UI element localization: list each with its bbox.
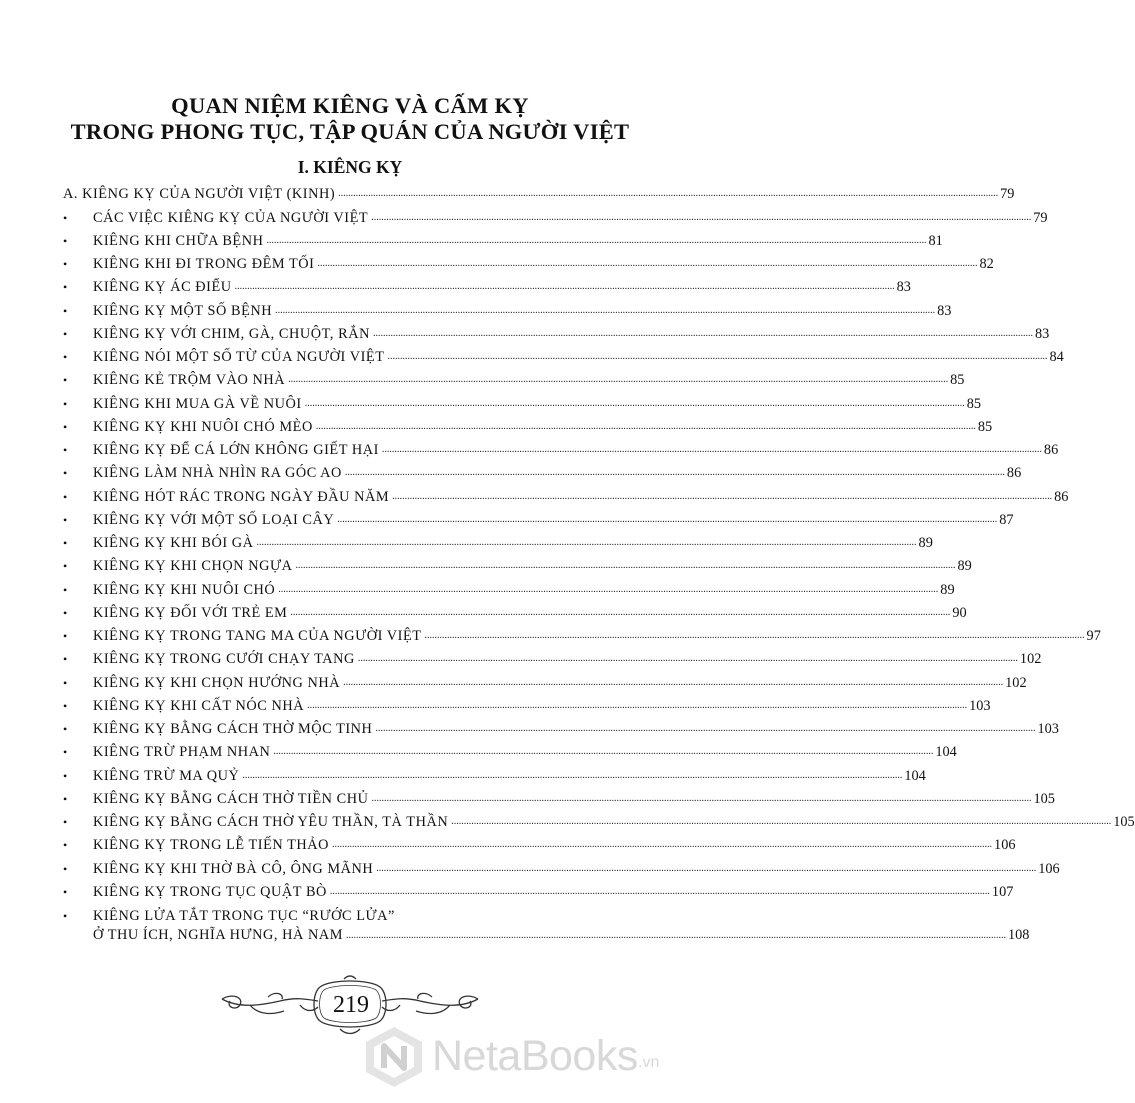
toc-entry-page: 103 xyxy=(969,697,991,714)
dot-leader xyxy=(273,745,933,759)
toc-entry-label: KIÊNG KỴ VỚI MỘT SỐ LOẠI CÂY xyxy=(93,511,335,528)
watermark-brand: NetaBooks xyxy=(432,1032,638,1080)
toc-entry-page: 102 xyxy=(1019,651,1042,668)
toc-entry-page: 85 xyxy=(977,418,993,435)
bullet-icon: • xyxy=(63,838,68,853)
dot-leader xyxy=(307,699,967,713)
toc-entry-label: KIÊNG HÓT RÁC TRONG NGÀY ĐẦU NĂM xyxy=(93,488,390,505)
toc-entry[interactable] xyxy=(63,878,1014,901)
toc-entry-page: 89 xyxy=(957,558,972,575)
toc-entry[interactable] xyxy=(63,552,972,575)
bullet-icon: • xyxy=(63,419,68,434)
toc-entry[interactable] xyxy=(63,622,1101,645)
toc-entry[interactable] xyxy=(63,599,967,622)
bullet-icon: • xyxy=(63,745,68,760)
toc-entry-label: KIÊNG KỴ VỚI CHIM, GÀ, CHUỘT, RẮN xyxy=(93,325,370,342)
dot-leader xyxy=(376,862,1036,876)
toc-entry[interactable] xyxy=(63,296,952,319)
toc-entry-label: KIÊNG KẺ TRỘM VÀO NHÀ xyxy=(93,372,286,389)
toc-entry-label: KIÊNG KỴ TRONG CƯỚI CHẠY TANG xyxy=(93,651,355,668)
toc-entry-page: 86 xyxy=(1043,442,1059,458)
toc-entry-page: 83 xyxy=(1034,325,1050,342)
toc-entry-label: KIÊNG KHI MUA GÀ VỀ NUÔI xyxy=(93,395,302,412)
bullet-icon: • xyxy=(63,815,68,829)
toc-entry[interactable] xyxy=(63,529,933,552)
dot-leader xyxy=(305,397,965,411)
toc-entry-label: KIÊNG KỴ ĐỐI VỚI TRẺ EM xyxy=(93,604,288,621)
dot-leader xyxy=(266,234,926,248)
dot-leader xyxy=(296,559,956,573)
toc-entry-page: 87 xyxy=(999,511,1014,528)
toc-entry[interactable] xyxy=(63,459,1022,482)
dot-leader xyxy=(338,187,998,201)
bullet-icon: • xyxy=(63,908,68,923)
toc-entry[interactable] xyxy=(63,227,943,250)
toc-entry-page: 79 xyxy=(1033,209,1048,226)
toc-entry[interactable] xyxy=(63,273,911,296)
toc-entry[interactable] xyxy=(63,854,1060,877)
dot-leader xyxy=(330,885,990,899)
bullet-icon: • xyxy=(63,675,68,690)
toc-entry-page: 85 xyxy=(966,395,982,412)
toc-entry-page: 86 xyxy=(1054,488,1069,505)
dot-leader xyxy=(316,420,976,434)
toc-entry-page: 97 xyxy=(1086,628,1101,644)
toc-entry[interactable] xyxy=(63,506,1014,529)
bullet-icon: • xyxy=(63,233,68,248)
dot-leader xyxy=(257,536,917,550)
dot-leader xyxy=(275,304,935,318)
toc-entry[interactable] xyxy=(63,389,982,412)
toc-entry-page: 104 xyxy=(904,767,926,784)
bullet-icon: • xyxy=(63,210,68,225)
toc-entry-label: KIÊNG KHI CHỮA BỆNH xyxy=(93,232,264,249)
toc-entry-label: KIÊNG LÀM NHÀ NHÌN RA GÓC AO xyxy=(93,465,342,482)
toc-entry[interactable] xyxy=(63,320,1050,343)
watermark-tld: .vn xyxy=(638,1054,660,1071)
toc-entry[interactable] xyxy=(63,203,1048,226)
bullet-icon: • xyxy=(63,489,68,504)
dot-leader xyxy=(382,443,1042,457)
toc-entry-page: 103 xyxy=(1037,721,1059,737)
toc-entry-label: KIÊNG TRỪ MA QUỶ xyxy=(93,767,240,784)
bullet-icon: • xyxy=(63,257,68,271)
bullet-icon: • xyxy=(63,698,68,713)
bullet-icon: • xyxy=(63,536,68,550)
toc-entry-label: KIÊNG KỴ BẰNG CÁCH THỜ MỘC TINH xyxy=(93,721,373,737)
dot-leader xyxy=(451,815,1111,829)
table-of-contents xyxy=(63,180,1135,947)
toc-entry-page: 83 xyxy=(896,279,911,296)
toc-entry-page: 106 xyxy=(1038,860,1060,877)
dot-leader xyxy=(387,350,1047,364)
toc-entry-page: 108 xyxy=(1007,926,1030,943)
toc-entry[interactable] xyxy=(63,482,1069,505)
toc-entry-page: 107 xyxy=(991,883,1014,900)
toc-entry-label: KIÊNG KỴ KHI BÓI GÀ xyxy=(93,535,254,551)
dot-leader xyxy=(373,327,1033,341)
dot-leader xyxy=(392,490,1052,504)
toc-entry-page: 84 xyxy=(1049,349,1064,365)
bullet-icon: • xyxy=(63,326,68,341)
toc-entry[interactable] xyxy=(63,575,955,598)
dot-leader xyxy=(278,583,938,597)
toc-entry[interactable] xyxy=(63,761,926,784)
toc-entry[interactable] xyxy=(63,831,1016,854)
dot-leader xyxy=(290,606,950,620)
bullet-icon: • xyxy=(63,559,68,574)
dot-leader xyxy=(235,280,895,294)
dot-leader xyxy=(332,838,992,852)
netabooks-logo-icon xyxy=(362,1024,426,1090)
toc-entry-label: KIÊNG KỴ KHI CHỌN HƯỚNG NHÀ xyxy=(93,674,341,691)
dot-leader xyxy=(242,769,902,783)
toc-entry-label: KIÊNG KỴ KHI CHỌN NGỰA xyxy=(93,558,293,575)
toc-entry-label: CÁC VIỆC KIÊNG KỴ CỦA NGƯỜI VIỆT xyxy=(93,209,369,226)
bullet-icon: • xyxy=(63,605,68,620)
bullet-icon: • xyxy=(63,791,68,806)
toc-entry[interactable] xyxy=(63,645,1042,668)
dot-leader xyxy=(288,373,948,387)
toc-entry[interactable] xyxy=(63,692,991,715)
toc-entry[interactable] xyxy=(63,366,965,389)
bullet-icon: • xyxy=(63,768,68,783)
toc-entry[interactable] xyxy=(63,668,1027,691)
bullet-icon: • xyxy=(63,280,68,295)
dot-leader xyxy=(358,652,1018,666)
toc-entry[interactable] xyxy=(63,785,1055,808)
page-number: 219 xyxy=(333,992,369,1018)
toc-entry-label: KIÊNG LỬA TẮT TRONG TỤC “RƯỚC LỬA” xyxy=(93,907,395,924)
bullet-icon: • xyxy=(63,722,68,736)
toc-entry[interactable] xyxy=(63,436,1059,459)
section-heading: I. KIÊNG KỴ xyxy=(297,157,403,177)
toc-entry-page: 106 xyxy=(994,837,1016,854)
toc-entry-label: KIÊNG NÓI MỘT SỐ TỪ CỦA NGƯỜI VIỆT xyxy=(93,349,385,365)
toc-entry[interactable] xyxy=(63,808,1135,831)
bullet-icon: • xyxy=(63,443,68,457)
dot-leader xyxy=(343,676,1003,690)
dot-leader xyxy=(425,629,1085,643)
toc-entry-page: 89 xyxy=(940,581,955,598)
title-line-2: TRONG PHONG TỤC, TẬP QUÁN CỦA NGƯỜI VIỆT xyxy=(70,119,630,144)
dot-leader xyxy=(346,929,1006,943)
dot-leader xyxy=(317,257,977,271)
dot-leader xyxy=(375,722,1035,736)
toc-entry-label: KIÊNG KỴ TRONG TANG MA CỦA NGƯỜI VIỆT xyxy=(93,628,422,644)
bullet-icon: • xyxy=(63,512,68,527)
toc-entry[interactable] xyxy=(63,738,957,761)
dot-leader xyxy=(371,792,1031,806)
toc-entry-label: KIÊNG KỴ TRONG LỄ TIẾN THẢO xyxy=(93,837,330,854)
dot-leader xyxy=(345,466,1005,480)
toc-entry-label: KIÊNG KỴ KHI THỜ BÀ CÔ, ÔNG MÃNH xyxy=(93,860,374,877)
toc-entry-page: 79 xyxy=(1000,186,1015,203)
bullet-icon: • xyxy=(63,629,68,643)
toc-entry-label: KIÊNG KỴ BẰNG CÁCH THỜ TIỀN CHỦ xyxy=(93,790,369,807)
toc-entry[interactable] xyxy=(63,250,994,273)
toc-entry[interactable] xyxy=(63,180,1015,203)
bullet-icon: • xyxy=(63,652,68,667)
toc-entry-label: KIÊNG KỴ MỘT SỐ BỆNH xyxy=(93,302,273,319)
toc-entry-label: A. KIÊNG KỴ CỦA NGƯỜI VIỆT (KINH) xyxy=(63,186,336,203)
toc-entry-page: 86 xyxy=(1006,465,1022,482)
toc-entry[interactable] xyxy=(63,901,1030,947)
toc-entry-page: 83 xyxy=(937,302,952,319)
toc-entry-label: KIÊNG KỴ KHI NUÔI CHÓ MÈO xyxy=(93,418,313,435)
toc-entry-label: KIÊNG KỴ TRONG TỤC QUẬT BÒ xyxy=(93,883,327,900)
toc-entry[interactable] xyxy=(63,343,1064,366)
toc-entry-label: KIÊNG KỴ KHI NUÔI CHÓ xyxy=(93,581,276,598)
toc-entry-label: KIÊNG TRỪ PHẠM NHAN xyxy=(93,744,271,761)
bullet-icon: • xyxy=(63,396,68,411)
toc-entry-label: KIÊNG KỴ ÁC ĐIỂU xyxy=(93,279,232,296)
toc-entry-page: 90 xyxy=(952,604,967,621)
watermark xyxy=(362,1024,682,1090)
bullet-icon: • xyxy=(63,303,68,318)
toc-entry-label: KIÊNG KỴ BẰNG CÁCH THỜ YÊU THẦN, TÀ THẦN xyxy=(93,814,449,830)
bullet-icon: • xyxy=(63,350,68,364)
bullet-icon: • xyxy=(63,884,68,899)
dot-leader xyxy=(337,513,997,527)
toc-entry-label-continued: Ở THU ÍCH, NGHĨA HƯNG, HÀ NAM xyxy=(93,926,343,943)
toc-entry[interactable] xyxy=(63,715,1059,738)
toc-entry-label: KIÊNG KỴ KHI CẤT NÓC NHÀ xyxy=(93,697,305,714)
toc-entry-label: KIÊNG KHI ĐI TRONG ĐÊM TỐI xyxy=(93,256,315,272)
toc-entry-page: 105 xyxy=(1033,790,1055,807)
toc-entry-page: 104 xyxy=(935,744,957,761)
toc-entry-page: 89 xyxy=(918,535,933,551)
toc-entry-page: 81 xyxy=(928,232,943,249)
dot-leader xyxy=(371,211,1031,225)
bullet-icon: • xyxy=(63,466,68,481)
bullet-icon: • xyxy=(63,582,68,597)
title-line-1: QUAN NIỆM KIÊNG VÀ CẤM KỴ xyxy=(171,93,529,118)
bullet-icon: • xyxy=(63,861,68,876)
toc-entry-page: 105 xyxy=(1113,814,1135,830)
bullet-icon: • xyxy=(63,373,68,388)
toc-entry-page: 102 xyxy=(1005,674,1027,691)
toc-entry-label: KIÊNG KỴ ĐỂ CÁ LỚN KHÔNG GIẾT HẠI xyxy=(93,442,379,458)
toc-entry[interactable] xyxy=(63,413,993,436)
toc-entry-page: 85 xyxy=(950,372,965,389)
toc-entry-page: 82 xyxy=(979,256,994,272)
